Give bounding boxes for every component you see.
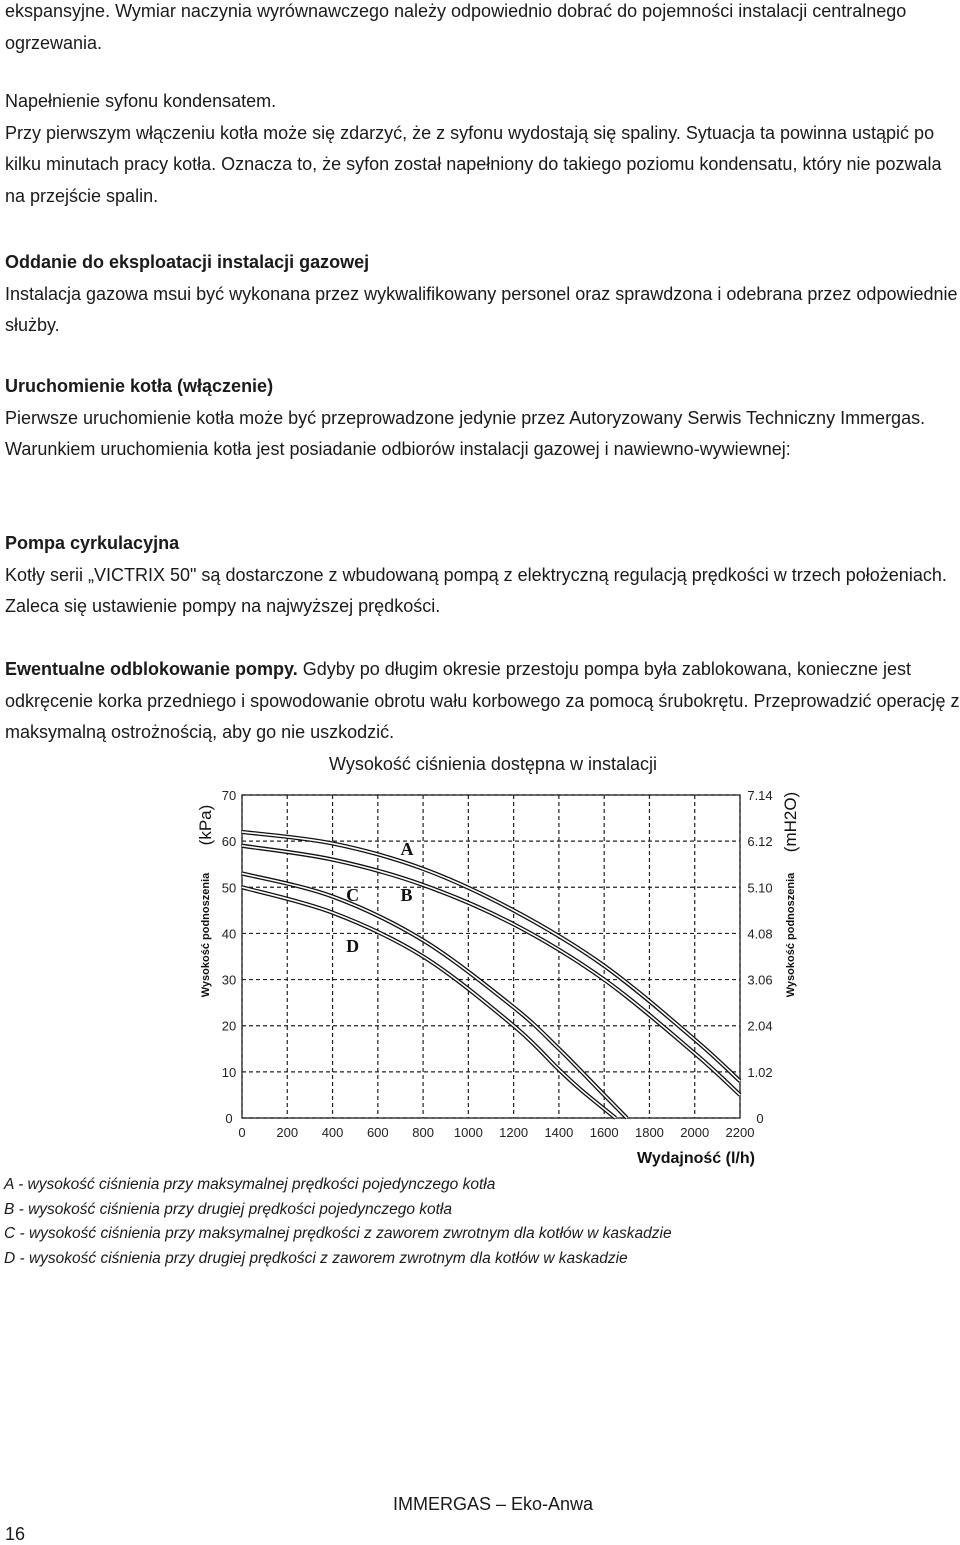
section-unblock-body: Gdyby po długim okresie przestoju pompa była zablokowana, konieczne jest odkręcenie korka przedniego i spowodowanie obrotu wału korbowego za pomocą śrubokrętu. Przeprowadzić operację z maksymalną ostrożnością, aby go nie uszkodzić. (5, 659, 960, 742)
section-siphon-body: Przy pierwszym włączeniu kotła może się zdarzyć, że z syfonu wydostają się spaliny. Sytuacja ta powinna ustąpić po kilku minutach pracy kotła. Oznacza to, że syfon został napełniony do takiego poziomu kondensatu, który nie pozwala na przejście spalin. (5, 122, 942, 206)
y-tick-label-right: 6.12 (747, 834, 773, 850)
y-axis-unit-right: (mH2O) (781, 791, 800, 853)
legend-item-b: B - wysokość ciśnienia przy drugiej prędkości pojedynczego kotła (4, 1201, 452, 1218)
x-tick-label: 400 (321, 1125, 344, 1140)
series-label-c: C (346, 885, 360, 906)
chart-series (242, 832, 740, 1118)
y-tick-label-left: 30 (221, 972, 237, 988)
y-tick-label-right: 0 (756, 1111, 764, 1126)
pump-head-chart (170, 780, 810, 1172)
section-startup (5, 371, 960, 466)
legend-item-c: C - wysokość ciśnienia przy maksymalnej prędkości z zaworem zwrotnym dla kotłów w kaskadzie (4, 1225, 672, 1242)
chart-grid (242, 795, 740, 1118)
paragraph-intro: ekspansyjne. Wymiar naczynia wyrównawczego należy odpowiednio dobrać do pojemności instalacji centralnego ogrzewania. (5, 1, 907, 53)
section-gas (5, 247, 960, 342)
section-gas-heading: Oddanie do eksploatacji instalacji gazowej (5, 252, 370, 272)
y-tick-label-left: 50 (221, 880, 237, 896)
section-siphon (5, 86, 960, 212)
y-axis-title-left: Wysokość podnoszenia (200, 872, 212, 998)
y-tick-label-right: 5.10 (747, 880, 773, 896)
section-unblock-heading: Ewentualne odblokowanie pompy. (5, 659, 298, 679)
section-pump-heading: Pompa cyrkulacyjna (5, 533, 180, 553)
series-label-b: B (400, 885, 413, 906)
legend-item-a: A - wysokość ciśnienia przy maksymalnej prędkości pojedynczego kotła (4, 1176, 496, 1193)
y-tick-label-left: 20 (221, 1018, 237, 1034)
x-tick-label: 1400 (544, 1125, 574, 1140)
series-line-b (242, 846, 740, 1095)
y-tick-label-left: 60 (221, 834, 237, 850)
section-gas-body: Instalacja gazowa msui być wykonana przez wykwalifikowany personel oraz sprawdzona i odebrana przez odpowiednie służby. (5, 283, 958, 335)
footer-company: IMMERGAS – Eko-Anwa (392, 1494, 594, 1514)
y-tick-label-right: 1.02 (747, 1064, 773, 1080)
y-axis-title-right: Wysokość podnoszenia (785, 872, 797, 998)
section-unblock (5, 654, 960, 749)
y-axis-unit-left: (kPa) (196, 804, 215, 846)
x-tick-label: 1000 (453, 1125, 483, 1140)
plot-frame (242, 795, 740, 1118)
y-tick-label-right: 3.06 (747, 972, 773, 988)
y-tick-label-right: 4.08 (747, 926, 773, 942)
series-label-a: A (400, 838, 414, 859)
series-line-inner-a (242, 832, 740, 1081)
section-siphon-heading: Napełnienie syfonu kondensatem. (5, 91, 277, 111)
x-tick-label: 1800 (634, 1125, 664, 1140)
y-tick-label-left: 10 (221, 1064, 237, 1080)
x-tick-label: 800 (412, 1125, 434, 1140)
chart-title: Wysokość ciśnienia dostępna w instalacji (329, 754, 657, 774)
x-tick-label: 0 (238, 1125, 246, 1140)
section-startup-body: Pierwsze uruchomienie kotła może być przeprowadzone jedynie przez Autoryzowany Serwis Techniczny Immergas. Warunkiem uruchomienia kotła jest posiadanie odbiorów instalacji gazowej i nawiewno-wywiewnej: (5, 407, 926, 459)
section-pump-body: Kotły serii „VICTRIX 50" są dostarczone z wbudowaną pompą z elektryczną regulacją prędkości w trzech położeniach. Zaleca się ustawienie pompy na najwyższej prędkości. (5, 564, 947, 616)
legend-item-d: D - wysokość ciśnienia przy drugiej prędkości z zaworem zwrotnym dla kotłów w kaskadzie (4, 1250, 628, 1267)
section-pump (5, 528, 960, 623)
x-tick-label: 1600 (589, 1125, 619, 1140)
x-tick-label: 1200 (499, 1125, 529, 1140)
x-tick-label: 600 (366, 1125, 389, 1140)
y-tick-label-right: 7.14 (747, 788, 773, 803)
x-axis-title: Wydajność (l/h) (637, 1150, 755, 1167)
series-line-a (242, 832, 740, 1081)
series-label-d: D (346, 935, 360, 956)
chart-labels (196, 788, 800, 1167)
y-tick-label-left: 0 (225, 1111, 233, 1126)
y-tick-label-right: 2.04 (747, 1018, 773, 1034)
chart-axes (242, 795, 740, 1118)
section-startup-heading: Uruchomienie kotła (włączenie) (5, 376, 274, 396)
series-line-inner-b (242, 846, 740, 1095)
x-tick-label: 2200 (725, 1125, 755, 1140)
x-tick-label: 2000 (680, 1125, 710, 1140)
x-tick-label: 200 (276, 1125, 299, 1140)
y-tick-label-left: 70 (221, 788, 237, 803)
y-tick-label-left: 40 (221, 926, 237, 942)
page-number: 16 (5, 1524, 26, 1544)
